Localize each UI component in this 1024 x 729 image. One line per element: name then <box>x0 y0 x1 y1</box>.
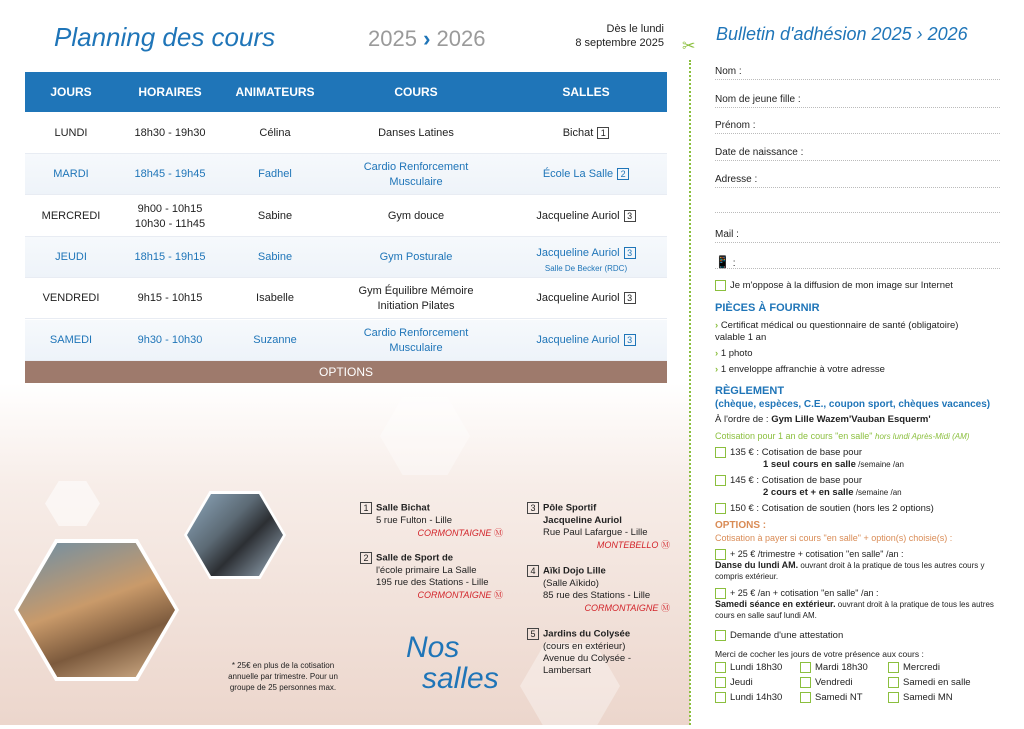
cell-course <box>327 209 505 224</box>
col-cours: COURS <box>394 85 438 99</box>
cell-room <box>505 126 667 141</box>
field-input-line[interactable] <box>715 187 1000 188</box>
cell-coach <box>223 291 327 306</box>
cell-text: 9h15 - 10h15 <box>137 292 203 305</box>
reglement-sub: (chèque, espèces, C.E., coupon sport, chèques vacances) <box>715 399 991 410</box>
cell-text: Sabine <box>257 250 293 263</box>
table-header <box>25 72 667 112</box>
jour-checkbox[interactable] <box>888 692 899 703</box>
field-input-line[interactable] <box>715 79 1000 80</box>
tarif-bold: 2 cours et + en salle <box>763 487 854 499</box>
salle-item <box>527 502 672 552</box>
jour-label: Lundi 18h30 <box>730 662 783 674</box>
jour-checkbox[interactable] <box>715 662 726 673</box>
col-animateurs: ANIMATEURS <box>235 85 315 99</box>
jour-label: Mercredi <box>903 662 940 674</box>
salle-number-badge: 1 <box>360 502 372 514</box>
bullet-icon: › <box>715 320 719 331</box>
page-title: Planning des cours <box>54 22 276 52</box>
jour-item <box>800 677 853 689</box>
option-bold: Samedi séance en extérieur. <box>715 599 836 610</box>
attestation-label: Demande d'une attestation <box>730 630 844 642</box>
season-arrow-icon: › <box>423 26 431 51</box>
cell-course <box>327 126 505 141</box>
jour-checkbox[interactable] <box>715 692 726 703</box>
cell-time <box>117 126 223 141</box>
running-shoe-photo <box>14 539 179 681</box>
option-checkbox[interactable] <box>715 588 726 599</box>
pieces-title: PIÈCES À FOURNIR <box>715 302 820 314</box>
tarif-145 <box>715 475 902 499</box>
attestation-checkbox[interactable] <box>715 630 726 641</box>
cell-day <box>25 126 117 141</box>
table-row <box>25 113 667 154</box>
jour-checkbox[interactable] <box>800 692 811 703</box>
cell-time <box>117 250 223 265</box>
field-label: Nom : <box>715 66 742 77</box>
option-checkbox[interactable] <box>715 549 726 560</box>
jour-checkbox[interactable] <box>800 677 811 688</box>
cell-room <box>505 167 667 182</box>
cell-text: Fadhel <box>258 168 292 181</box>
cell-text: SAMEDI <box>49 333 93 346</box>
ordre-name: Gym Lille Wazem'Vauban Esquerm' <box>771 414 931 425</box>
jour-label: Samedi MN <box>903 692 953 704</box>
ordre <box>715 414 931 426</box>
jour-item <box>888 677 971 689</box>
field-label: Nom de jeune fille : <box>715 94 801 105</box>
ordre-label: À l'ordre de : <box>715 414 769 425</box>
salle-item <box>527 628 672 677</box>
salle-item <box>360 502 505 540</box>
jour-item <box>888 662 940 674</box>
room-number-badge: 1 <box>597 127 609 139</box>
cell-room <box>505 333 667 348</box>
field-input-line[interactable] <box>715 212 1000 213</box>
jour-checkbox[interactable] <box>888 677 899 688</box>
nos-salles-line2: salles <box>422 662 499 695</box>
cell-text: Cardio Renforcement <box>363 161 469 174</box>
cell-text: Musculaire <box>389 341 443 354</box>
jour-item <box>800 692 863 704</box>
cell-text: Musculaire <box>389 176 443 189</box>
option-bold: Danse du lundi AM. <box>715 560 799 571</box>
tarif-checkbox[interactable] <box>715 475 726 486</box>
cell-text: Initiation Pilates <box>377 300 455 313</box>
cell-time <box>117 333 223 348</box>
cell-text: 18h30 - 19h30 <box>134 127 206 139</box>
salle-name2: (cours en extérieur) <box>543 640 626 652</box>
nos-salles-line1: Nos <box>406 631 460 664</box>
cell-text: Suzanne <box>253 333 297 346</box>
cell-day <box>25 250 117 265</box>
cell-text: MARDI <box>53 168 89 181</box>
table-row <box>25 237 667 278</box>
cut-line <box>689 60 691 725</box>
room-name: Jacqueline Auriol <box>536 292 620 305</box>
reglement-title: RÈGLEMENT <box>715 385 785 397</box>
bullet-icon: › <box>715 348 719 359</box>
piece-item <box>715 364 885 376</box>
col-horaires: HORAIRES <box>138 85 202 99</box>
season <box>368 26 485 52</box>
cotisation-line <box>715 430 969 443</box>
image-consent-label: Je m'oppose à la diffusion de mon image sur Internet <box>730 280 953 292</box>
option-detail: ouvrant droit à la pratique de tous les autres cours y compris extérieur. <box>715 561 985 582</box>
salle-address: 85 rue des Stations - Lille <box>543 589 651 601</box>
price-note: * 25€ en plus de la cotisation annuelle par trimestre. Pour un groupe de 25 personnes max. <box>228 661 338 692</box>
metro-station: CORMONTAIGNE <box>584 602 659 613</box>
cell-text: 9h30 - 10h30 <box>137 333 203 346</box>
season-start: 2025 <box>368 26 417 51</box>
salle-number-badge: 3 <box>527 502 539 514</box>
room-name: Jacqueline Auriol <box>536 246 620 259</box>
tarif-135 <box>715 447 904 471</box>
cell-text: Gym douce <box>387 209 445 222</box>
cell-text: 18h15 - 19h15 <box>134 250 206 263</box>
table-row <box>25 154 667 195</box>
hex-decor-2 <box>380 397 470 475</box>
options-bar: OPTIONS <box>25 361 667 383</box>
field-input-line[interactable] <box>715 242 1000 243</box>
tarif-text: 150 € : Cotisation de soutien (hors les 2 options) <box>730 503 934 515</box>
image-consent-checkbox[interactable] <box>715 280 726 291</box>
nos-salles-title <box>406 632 499 694</box>
field-input-line[interactable] <box>715 160 1000 161</box>
jour-label: Jeudi <box>730 677 753 689</box>
bullet-icon: › <box>715 364 719 375</box>
cell-text: JEUDI <box>55 250 87 263</box>
jour-item <box>715 677 753 689</box>
room-number-badge: 3 <box>624 210 636 222</box>
cell-room <box>505 209 667 224</box>
cell-text: Gym Posturale <box>379 250 453 263</box>
col-jours: JOURS <box>50 85 92 99</box>
room-sub: Salle De Becker (RDC) <box>544 263 628 273</box>
salle-item <box>527 565 672 615</box>
cell-text: Cardio Renforcement <box>363 326 469 339</box>
room-name: Bichat <box>562 127 594 139</box>
salle-address: 195 rue des Stations - Lille <box>376 576 489 588</box>
metro-icon: Ⓜ <box>660 602 670 613</box>
jour-label: Samedi NT <box>815 692 863 704</box>
dance-class-photo <box>184 491 286 579</box>
salle-address: 5 rue Fulton - Lille <box>376 514 453 526</box>
start-line1: Dès le lundi <box>606 23 664 35</box>
options-sub: Cotisation à payer si cours "en salle" + option(s) choisie(s) : <box>715 533 953 543</box>
hex-decor-1 <box>45 481 100 526</box>
jour-item <box>715 692 782 704</box>
cell-text: VENDREDI <box>42 292 100 305</box>
salle-address: Avenue du Colysée - <box>543 652 632 664</box>
metro-station: MONTEBELLO <box>596 539 659 550</box>
field-label: Date de naissance : <box>715 147 804 158</box>
piece-text: 1 enveloppe affranchie à votre adresse <box>720 364 885 375</box>
salle-name: Salle de Sport de <box>376 552 454 564</box>
salle-address2: Lambersart <box>543 664 592 676</box>
cell-day <box>25 291 117 306</box>
metro-icon: Ⓜ <box>660 539 670 550</box>
field-input-line[interactable] <box>715 268 1000 269</box>
cell-room <box>505 291 667 306</box>
bulletin-panel <box>682 0 1024 725</box>
metro-station: CORMONTAIGNE <box>417 527 492 538</box>
table-row <box>25 320 667 361</box>
tarif-checkbox[interactable] <box>715 503 726 514</box>
salle-name: Salle Bichat <box>376 502 430 514</box>
cell-course <box>327 284 505 314</box>
cell-text: Sabine <box>257 209 293 222</box>
scissors-icon: ✂ <box>682 38 696 55</box>
field-label: Adresse : <box>715 174 758 185</box>
jour-item <box>715 662 782 674</box>
start-line2: 8 septembre 2025 <box>575 37 664 49</box>
phone-icon: 📱 <box>715 255 730 269</box>
tarif-text: 135 € : Cotisation de base pour <box>730 447 863 459</box>
jour-label: Vendredi <box>815 677 853 689</box>
option-text: + 25 € /trimestre + cotisation "en salle" /an : <box>730 549 904 559</box>
tarif-text: 145 € : Cotisation de base pour <box>730 475 863 487</box>
cell-text: 10h30 - 11h45 <box>134 217 206 230</box>
cell-coach <box>223 250 327 265</box>
salle-name2: l'école primaire La Salle <box>376 564 477 576</box>
jour-checkbox[interactable] <box>888 662 899 673</box>
cell-text: Gym Équilibre Mémoire <box>358 285 474 298</box>
cell-coach <box>223 333 327 348</box>
salle-item <box>360 552 505 602</box>
cell-text: Célina <box>259 127 291 139</box>
metro-icon: Ⓜ <box>493 527 503 538</box>
bulletin-title: Bulletin d'adhésion 2025 › 2026 <box>716 24 968 44</box>
cell-course <box>327 326 505 356</box>
cell-time <box>117 167 223 182</box>
table-row <box>25 196 667 237</box>
start-date <box>540 22 664 50</box>
jour-label: Lundi 14h30 <box>730 692 783 704</box>
jour-checkbox[interactable] <box>800 662 811 673</box>
jour-label: Samedi en salle <box>903 677 971 689</box>
room-number-badge: 3 <box>624 292 636 304</box>
piece-text: Certificat médical ou questionnaire de santé (obligatoire) valable 1 an <box>715 320 959 343</box>
cell-text: LUNDI <box>54 127 88 139</box>
metro-station: CORMONTAIGNE <box>417 589 492 600</box>
jour-checkbox[interactable] <box>715 677 726 688</box>
table-row <box>25 278 667 319</box>
jour-item <box>888 692 953 704</box>
salle-name: Pôle Sportif <box>543 502 597 514</box>
salle-name2: Jacqueline Auriol <box>543 514 622 526</box>
salle-number-badge: 2 <box>360 552 372 564</box>
option-samedi <box>715 588 1005 621</box>
salle-address: Rue Paul Lafargue - Lille <box>543 526 648 538</box>
salle-name2: (Salle Aïkido) <box>543 577 599 589</box>
option-danse <box>715 549 1005 582</box>
tarif-unit: /semaine /an <box>855 460 904 470</box>
room-name: École La Salle <box>542 168 614 181</box>
salle-number-badge: 4 <box>527 565 539 577</box>
salle-name: Jardins du Colysée <box>543 628 631 640</box>
cell-day <box>25 209 117 224</box>
cell-text: Danses Latines <box>378 127 454 139</box>
field-text: : <box>732 258 736 269</box>
cell-course <box>327 250 505 265</box>
cell-text: 9h00 - 10h15 <box>137 202 203 215</box>
attestation <box>715 630 843 642</box>
field-input-line[interactable] <box>715 107 1000 108</box>
jour-item <box>800 662 868 674</box>
cell-course <box>327 160 505 190</box>
cell-text: 18h45 - 19h45 <box>134 168 206 181</box>
tarif-bold: 1 seul cours en salle <box>763 459 856 471</box>
salle-name: Aïki Dojo Lille <box>543 565 606 577</box>
cell-coach <box>223 167 327 182</box>
tarif-unit: /semaine /an <box>853 488 902 498</box>
tarif-checkbox[interactable] <box>715 447 726 458</box>
tarif-150 <box>715 503 934 515</box>
room-number-badge: 2 <box>617 168 629 180</box>
cotisation-note: hors lundi Après-Midi (AM) <box>875 432 970 441</box>
cell-day <box>25 333 117 348</box>
cell-coach <box>223 126 327 141</box>
cell-text: MERCREDI <box>41 209 101 222</box>
cell-time <box>117 202 223 232</box>
room-number-badge: 3 <box>624 247 636 259</box>
room-name: Jacqueline Auriol <box>536 209 620 222</box>
cell-room <box>505 246 667 276</box>
piece-item <box>715 348 753 360</box>
cell-text: Isabelle <box>256 292 294 305</box>
option-detail: ouvrant droit à la pratique de tous les autres cours en salle sauf lundi AM. <box>715 600 994 621</box>
cotisation-text: Cotisation pour 1 an de cours "en salle" <box>715 431 873 441</box>
field-label: Prénom : <box>715 120 756 131</box>
option-text: + 25 € /an + cotisation "en salle" /an : <box>730 588 879 598</box>
options-title: OPTIONS : <box>715 520 767 531</box>
cell-time <box>117 291 223 306</box>
cell-day <box>25 167 117 182</box>
jour-label: Mardi 18h30 <box>815 662 868 674</box>
field-input-line[interactable] <box>715 133 1000 134</box>
season-end: 2026 <box>436 26 486 51</box>
cell-coach <box>223 209 327 224</box>
col-salles: SALLES <box>562 85 610 99</box>
field-label: Mail : <box>715 229 739 240</box>
room-name: Jacqueline Auriol <box>536 333 620 346</box>
piece-text: 1 photo <box>720 348 753 359</box>
piece-item <box>715 320 975 344</box>
field-label <box>715 255 736 269</box>
salle-number-badge: 5 <box>527 628 539 640</box>
room-number-badge: 3 <box>624 334 636 346</box>
image-consent <box>715 280 953 292</box>
metro-icon: Ⓜ <box>493 589 503 600</box>
jours-title: Merci de cocher les jours de votre présence aux cours : <box>715 649 924 659</box>
